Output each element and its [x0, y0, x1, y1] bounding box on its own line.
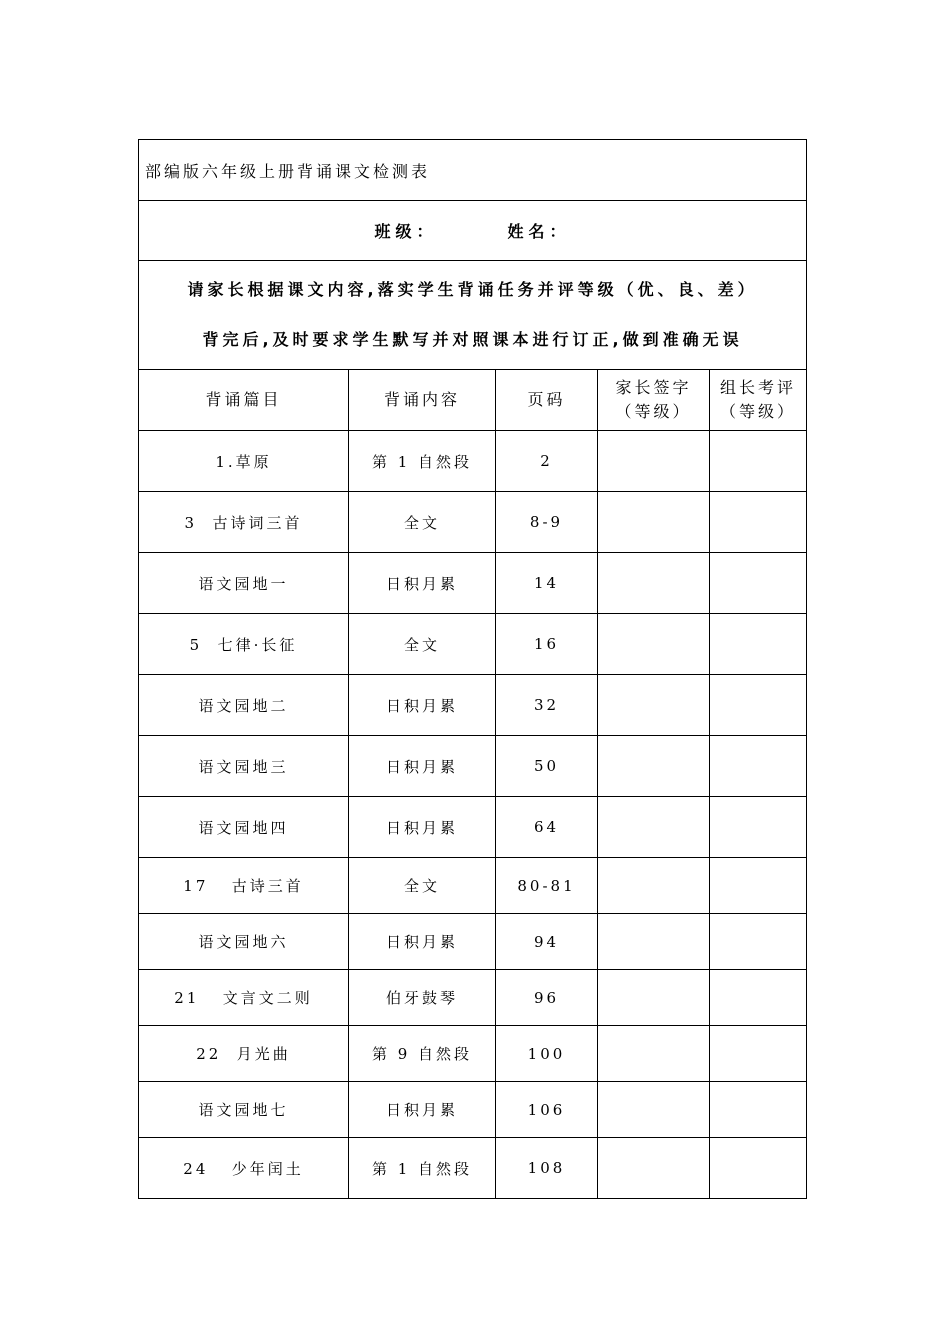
parent-sign-cell[interactable] [598, 970, 710, 1026]
row-title: 1.草原 [139, 431, 349, 492]
instruction-line-1: 请家长根据课文内容,落实学生背诵任务并评等级（优、良、差） [187, 280, 758, 299]
leader-review-cell[interactable] [710, 553, 807, 614]
table-row [139, 1082, 807, 1138]
row-title: 17 古诗三首 [139, 858, 349, 914]
row-page: 100 [496, 1026, 598, 1082]
leader-review-cell[interactable] [710, 736, 807, 797]
row-content: 第 1 自然段 [349, 431, 496, 492]
recitation-check-table [138, 139, 807, 1199]
row-page: 80-81 [496, 858, 598, 914]
row-title: 5 七律·长征 [139, 614, 349, 675]
leader-review-cell[interactable] [710, 858, 807, 914]
row-title: 22 月光曲 [139, 1026, 349, 1082]
row-content: 全文 [349, 492, 496, 553]
row-page: 2 [496, 431, 598, 492]
row-page: 8-9 [496, 492, 598, 553]
row-title: 语文园地四 [139, 797, 349, 858]
parent-sign-cell[interactable] [598, 914, 710, 970]
table-row [139, 431, 807, 492]
parent-sign-cell[interactable] [598, 614, 710, 675]
leader-review-cell[interactable] [710, 492, 807, 553]
row-content: 全文 [349, 858, 496, 914]
row-content: 日积月累 [349, 914, 496, 970]
parent-sign-cell[interactable] [598, 736, 710, 797]
row-title: 语文园地七 [139, 1082, 349, 1138]
table-row [139, 614, 807, 675]
row-content: 日积月累 [349, 1082, 496, 1138]
class-label: 班级： [374, 222, 438, 241]
leader-review-cell[interactable] [710, 614, 807, 675]
header-row [139, 370, 807, 431]
row-title: 21 文言文二则 [139, 970, 349, 1026]
leader-review-cell[interactable] [710, 914, 807, 970]
row-page: 32 [496, 675, 598, 736]
table-row [139, 914, 807, 970]
row-page: 106 [496, 1082, 598, 1138]
row-content: 第 9 自然段 [349, 1026, 496, 1082]
row-title: 24 少年闰土 [139, 1138, 349, 1199]
leader-review-cell[interactable] [710, 970, 807, 1026]
row-content: 日积月累 [349, 553, 496, 614]
row-page: 96 [496, 970, 598, 1026]
row-page: 94 [496, 914, 598, 970]
col-header-title: 背诵篇目 [139, 370, 349, 431]
class-name-row [139, 201, 807, 261]
row-title: 语文园地一 [139, 553, 349, 614]
col-header-parent-sign: 家长签字 （等级） [598, 370, 710, 431]
parent-sign-cell[interactable] [598, 675, 710, 736]
row-title: 语文园地三 [139, 736, 349, 797]
parent-sign-cell[interactable] [598, 1026, 710, 1082]
leader-review-cell[interactable] [710, 1138, 807, 1199]
row-title: 语文园地六 [139, 914, 349, 970]
table-row [139, 970, 807, 1026]
leader-review-cell[interactable] [710, 1082, 807, 1138]
parent-sign-cell[interactable] [598, 553, 710, 614]
row-content: 日积月累 [349, 736, 496, 797]
row-content: 全文 [349, 614, 496, 675]
instructions [139, 261, 807, 370]
parent-sign-cell[interactable] [598, 1082, 710, 1138]
table-row [139, 553, 807, 614]
row-page: 14 [496, 553, 598, 614]
parent-sign-cell[interactable] [598, 1138, 710, 1199]
name-label: 姓名： [507, 222, 571, 241]
table-row [139, 858, 807, 914]
leader-review-cell[interactable] [710, 797, 807, 858]
table-row [139, 736, 807, 797]
row-content: 日积月累 [349, 675, 496, 736]
row-page: 50 [496, 736, 598, 797]
instruction-line-2: 背完后,及时要求学生默写并对照课本进行订正,做到准确无误 [202, 330, 743, 349]
parent-sign-cell[interactable] [598, 797, 710, 858]
leader-review-cell[interactable] [710, 431, 807, 492]
col-header-content: 背诵内容 [349, 370, 496, 431]
row-content: 日积月累 [349, 797, 496, 858]
row-title: 3 古诗词三首 [139, 492, 349, 553]
row-content: 第 1 自然段 [349, 1138, 496, 1199]
table-row [139, 675, 807, 736]
row-page: 16 [496, 614, 598, 675]
table-row [139, 492, 807, 553]
table-row [139, 1026, 807, 1082]
table-row [139, 797, 807, 858]
row-page: 108 [496, 1138, 598, 1199]
row-title: 语文园地二 [139, 675, 349, 736]
leader-review-cell[interactable] [710, 1026, 807, 1082]
table-row [139, 1138, 807, 1199]
parent-sign-cell[interactable] [598, 492, 710, 553]
leader-review-cell[interactable] [710, 675, 807, 736]
table-title: 部编版六年级上册背诵课文检测表 [139, 140, 807, 201]
col-header-leader-review: 组长考评 （等级） [710, 370, 807, 431]
parent-sign-cell[interactable] [598, 431, 710, 492]
col-header-page: 页码 [496, 370, 598, 431]
row-page: 64 [496, 797, 598, 858]
row-content: 伯牙鼓琴 [349, 970, 496, 1026]
parent-sign-cell[interactable] [598, 858, 710, 914]
